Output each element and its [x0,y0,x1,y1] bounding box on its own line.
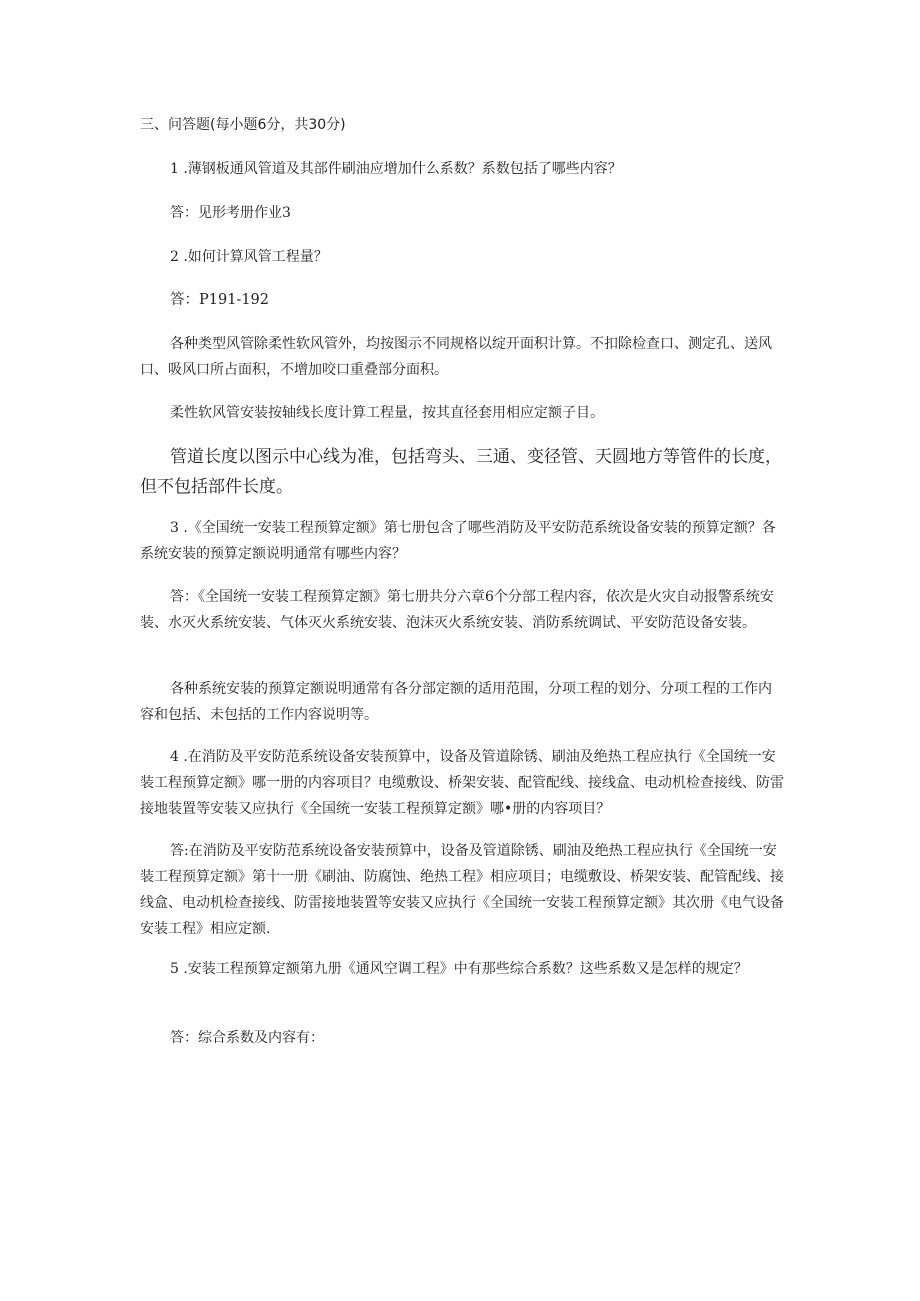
answer-4: 答:在消防及平安防范系统设备安装预算中，设备及管道除锈、刷油及绝热工程应执行《全国统一安装工程预算定额》第十一册《刷油、防腐蚀、绝热工程》相应项目；电缆敷设、桥架安装、配管配线、接线盒、电动机检查接线、防雷接地装置等安装又应执行《全国统一安装工程预算定额》其次册《电气设备安装工程》相应定额. [140,843,784,937]
answer-3-para-2: 各种系统安装的预算定额说明通常有各分部定额的适用范围，分项工程的划分、分项工程的工作内容和包括、未包括的工作内容说明等。 [140,681,772,723]
question-2: 2 .如何计算风管工程量？ [170,249,328,265]
question-5: 5 .安装工程预算定额第九册《通风空调工程》中有那些综合系数？这些系数又是怎样的规定？ [170,961,748,977]
answer-2-para-1: 各种类型风管除柔性软风管外，均按图示不同规格以绽开面积计算。不扣除检查口、测定孔、送风口、吸风口所占面积，不增加咬口重叠部分面积。 [140,336,772,378]
answer-5: 答：综合系数及内容有： [170,1030,324,1046]
question-4: 4 .在消防及平安防范系统设备安装预算中，设备及管道除锈、刷油及绝热工程应执行《全国统一安装工程预算定额》哪一册的内容项目？电缆敷设、桥架安装、配管配线、接线盒、电动机检查接线、防雷接地装置等安装又应执行《全国统一安装工程预算定额》哪•册的内容项目？ [140,749,784,817]
answer-2-para-2: 柔性软风管安装按轴线长度计算工程量，按其直径套用相应定额子目。 [170,405,604,421]
answer-2-ref: 答：P191-192 [170,292,270,308]
answer-1: 答：见形考册作业3 [170,205,291,221]
section-title: 三、问答题(每小题6分，共30分) [140,117,346,133]
answer-2-para-3: 管道长度以图示中心线为准，包括弯头、三通、变径管、天圆地方等管件的长度，但不包括部件长度。 [140,447,782,497]
question-3: 3 .《全国统一安装工程预算定额》第七册包含了哪些消防及平安防范系统设备安装的预算定额？各系统安装的预算定额说明通常有哪些内容？ [140,520,776,562]
question-1: 1 .薄钢板通风管道及其部件刷油应增加什么系数？系数包括了哪些内容？ [170,161,622,177]
answer-3-para-1: 答：《全国统一安装工程预算定额》第七册共分六章6个分部工程内容，依次是火灾自动报警系统安装、水灭火系统安装、气体灭火系统安装、泡沫灭火系统安装、消防系统调试、平安防范设备安装。 [140,589,774,631]
